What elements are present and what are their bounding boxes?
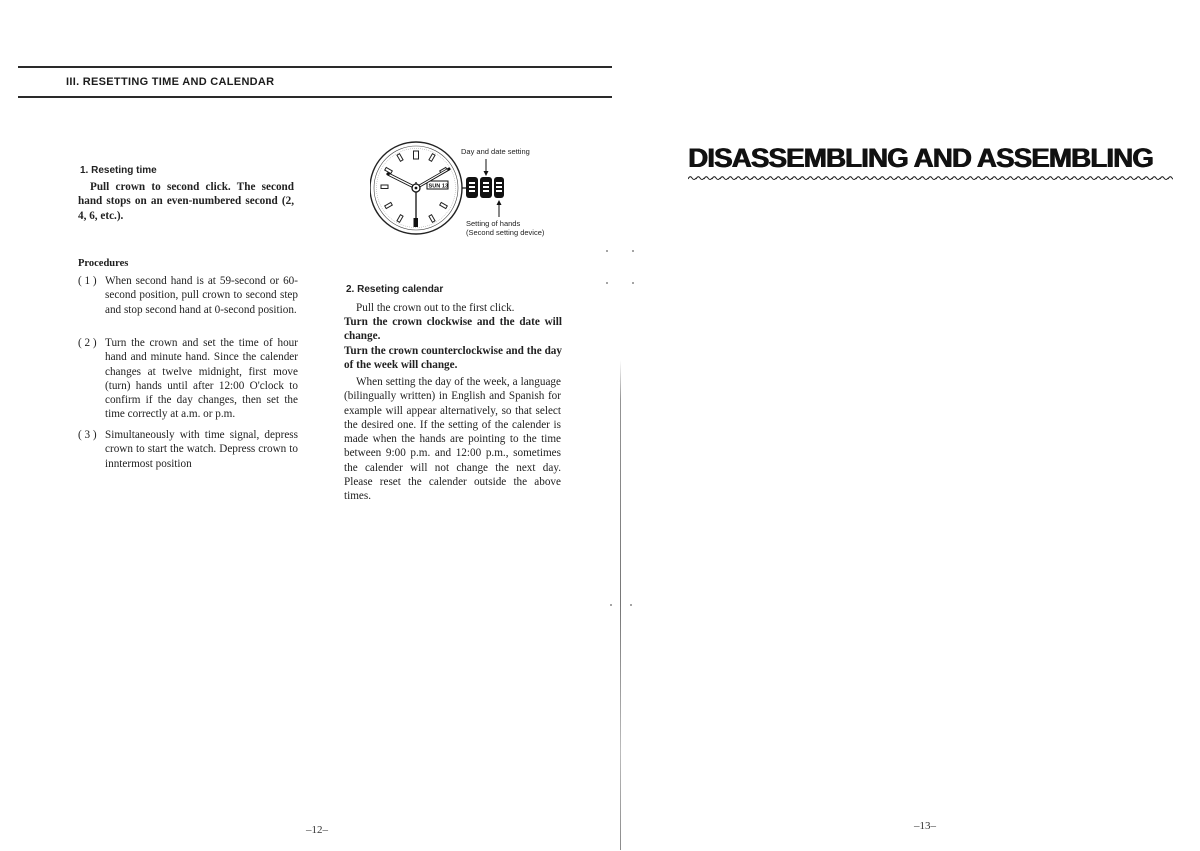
setting-of-hands-line2: (Second setting device) [466,228,545,237]
procedure-text: Turn the crown and set the time of hour hand and minute hand. Since the calender changes at twelve midnight, first move (turn) hands until after 12:00 O'clock to confirm if the day changes, then set the time correctly at a.m. or p.m. [105,337,298,421]
procedure-number: ( 1 ) [78,275,97,287]
procedure-number: ( 3 ) [78,429,97,441]
procedure-number: ( 2 ) [78,337,97,349]
procedure-text: Simultaneously with time signal, depress crown to start the watch. Depress crown to inntermost position [105,429,298,470]
page-number-left: –12– [306,824,328,836]
section2-paragraph2-text: When setting the day of the week, a language (bilingually written) in English and Spanish for example will appear alternatively, so that select the desired one. If the setting of the calender is made when the hands are pointing to the time between 9:00 p.m. and 12:00 p.m., sometimes the calender will not change the next day. Please reset the calender outside the above times. [344,376,561,503]
setting-of-hands-line1: Setting of hands [466,219,521,228]
section1-title: 1. Reseting time [80,165,157,176]
right-page [620,0,1200,851]
wavy-underline [688,175,1173,181]
watch-diagram [370,138,570,243]
chapter-title: DISASSEMBLING AND ASSEMBLING [688,143,1153,173]
header-rule-bottom [18,96,612,98]
scan-speck [606,282,608,284]
scan-speck [610,604,612,606]
procedure-item [78,336,298,422]
procedures-title: Procedures [78,258,129,269]
procedure-item [78,274,298,317]
section2-paragraph1: Pull the crown out to the first click. [356,302,515,314]
section1-body-text: Pull crown to second click. The second hand stops on an even-numbered second (2, 4, 6, etc.). [78,181,294,222]
header-rule-top [18,66,612,68]
setting-of-hands-label [466,219,544,237]
arrow-up-icon [497,200,502,217]
section2-bold-instructions [344,315,562,372]
procedure-text: When second hand is at 59-second or 60-second position, pull crown to second step and stop second hand at 0-second position. [105,275,298,316]
scan-speck [606,250,608,252]
section-heading: III. RESETTING TIME AND CALENDAR [66,76,275,88]
date-window-text: SUN 13 [428,183,449,190]
section2-title: 2. Reseting calendar [346,284,444,295]
section2-bold-clockwise: Turn the crown clockwise and the date will change. [344,316,562,343]
section2-bold-counterclockwise: Turn the crown counterclockwise and the day of the week will change. [344,344,562,371]
section2-paragraph2 [344,375,561,504]
crown-positions [466,177,504,198]
page-number-right: –13– [914,820,936,832]
arrow-down-icon [484,159,489,176]
day-date-setting-label: Day and date setting [461,147,530,156]
procedure-item [78,428,298,471]
section1-body [78,180,294,223]
